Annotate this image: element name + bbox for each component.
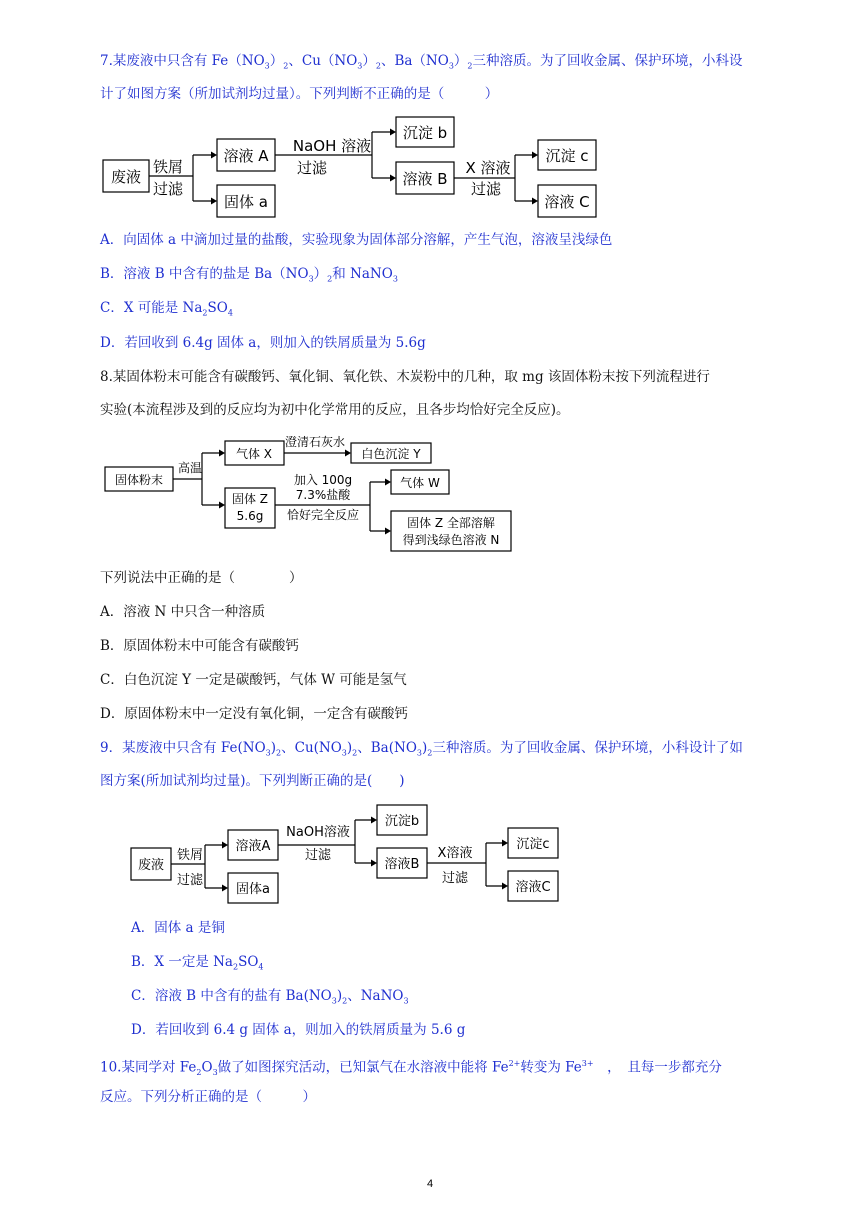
q8-label-gasW: 气体 W	[400, 476, 440, 490]
q9-label-solA: 溶液A	[235, 839, 271, 854]
q8-option-c: C．白色沉淀 Y 一定是碳酸钙，气体 W 可能是氢气	[100, 672, 407, 688]
q7-label-solA: 溶液 A	[223, 147, 269, 165]
q9-label-reagent3a: X溶液	[437, 846, 473, 861]
q7-label-reagent1b: 过滤	[152, 180, 184, 198]
q8-label-heat: 高温	[177, 461, 203, 475]
q8-label-acid-c: 恰好完全反应	[286, 508, 360, 522]
q8-label-gasX: 气体 X	[235, 447, 273, 461]
q9-label-solB: 溶液B	[384, 857, 420, 872]
q9-label-reagent1a: 铁屑	[176, 848, 204, 863]
q9-label-precB: 沉淀b	[384, 814, 420, 829]
q8-stem-line1: 8.某固体粉末可能含有碳酸钙、氧化铜、氧化铁、木炭粉中的几种，取 mg 该固体粉末按下列流程进行	[100, 369, 710, 385]
q9-label-reagent2b: 过滤	[304, 848, 332, 863]
q9-option-a: A．固体 a 是铜	[131, 920, 225, 936]
q9-label-reagent2a: NaOH溶液	[286, 825, 350, 840]
q9-stem-line1: 9．某废液中只含有 $Fe(NO_3)_2$、$Cu(NO_3)_2$、$Ba(NO_3)_2$三种溶质。为了回收金属、保护环境，小科设计了如	[100, 740, 743, 758]
q7-option-d: D．若回收到 6.4g 固体 a，则加入的铁屑质量为 5.6g	[100, 335, 426, 351]
q7-label-solB: 溶液 B	[402, 170, 448, 188]
q9-label-reagent1b: 过滤	[176, 873, 204, 888]
q8-option-a: A．溶液 N 中只含一种溶质	[100, 604, 266, 620]
q9-label-solidA: 固体a	[236, 882, 270, 897]
q8-label-limewater: 澄清石灰水	[284, 435, 346, 449]
q7-label-solidA: 固体 a	[224, 193, 268, 211]
q10-stem-line1: 10.某同学对 $Fe_2O_3$做了如图探究活动，已知氯气在水溶液中能将 $Fe^{2+}$转变为 $Fe^{3+}$ ， 且每一步都充分	[100, 1059, 722, 1078]
q8-label-result-b: 得到浅绿色溶液 N	[402, 533, 500, 547]
q7-label-precC: 沉淀 c	[545, 147, 589, 165]
q8-label-acid-a: 加入 100g	[293, 473, 353, 487]
q9-label-reagent3b: 过滤	[441, 871, 469, 886]
q8-label-solidZ-mass: 5.6g	[236, 509, 264, 523]
q8-question: 下列说法中正确的是（ ）	[100, 570, 303, 586]
q9-stem-line2: 图方案(所加试剂均过量)。下列判断正确的是( )	[100, 773, 405, 789]
q8-label-acid-b: 7.3%盐酸	[295, 488, 351, 502]
q7-label-solC: 溶液 C	[544, 193, 590, 211]
q7-label-precB: 沉淀 b	[402, 124, 448, 142]
q8-option-d: D．原固体粉末中一定没有氧化铜，一定含有碳酸钙	[100, 706, 408, 722]
q7-option-b: B．溶液 B 中含有的盐是 $Ba(NO_3)_2$和 NaNO$_3$	[100, 266, 398, 284]
q9-label-waste: 废液	[137, 858, 165, 873]
page-number: 4	[426, 1178, 434, 1190]
q9-label-solC: 溶液C	[515, 880, 551, 895]
q8-label-precY: 白色沉淀 Y	[361, 447, 421, 461]
q7-label-reagent3a: X 溶液	[465, 159, 511, 177]
q8-stem-line2: 实验(本流程涉及到的反应均为初中化学常用的反应，且各步均恰好完全反应)。	[100, 402, 570, 418]
q8-label-result-a: 固体 Z 全部溶解	[407, 516, 495, 530]
q7-label-reagent1a: 铁屑	[152, 158, 184, 176]
q9-option-b: B．X 一定是 $Na_2SO_4$	[131, 954, 264, 972]
q7-option-a: A．向固体 a 中滴加过量的盐酸，实验现象为固体部分溶解，产生气泡，溶液呈浅绿色	[100, 232, 613, 248]
q7-stem-line2: 计了如图方案（所加试剂均过量）。下列判断不正确的是（ ）	[100, 86, 499, 102]
q10-stem-line2: 反应。下列分析正确的是（ ）	[100, 1089, 316, 1105]
q7-stem-line1: 7.某废液中只含有 $Fe(NO_3)_2$、$Cu(NO_3)_2$、$Ba(NO_3)_2$三种溶质。为了回收金属、保护环境，小科设	[100, 53, 743, 71]
q7-label-reagent2b: 过滤	[296, 159, 328, 177]
q8-option-b: B．原固体粉末中可能含有碳酸钙	[100, 638, 299, 654]
q8-label-solidZ: 固体 Z	[231, 492, 269, 506]
q8-label-powder: 固体粉末	[114, 473, 164, 487]
q9-label-precC: 沉淀c	[516, 837, 550, 852]
q7-label-waste: 废液	[110, 168, 142, 186]
q7-option-c: C．X 可能是 $Na_2SO_4$	[100, 300, 233, 318]
q9-option-d: D．若回收到 6.4 g 固体 a，则加入的铁屑质量为 5.6 g	[131, 1022, 466, 1038]
q7-label-reagent2a: NaOH 溶液	[292, 137, 372, 155]
q7-label-reagent3b: 过滤	[470, 180, 502, 198]
q9-option-c: C．溶液 B 中含有的盐有 $Ba(NO_3)_2$、NaNO$_3$	[131, 988, 409, 1006]
